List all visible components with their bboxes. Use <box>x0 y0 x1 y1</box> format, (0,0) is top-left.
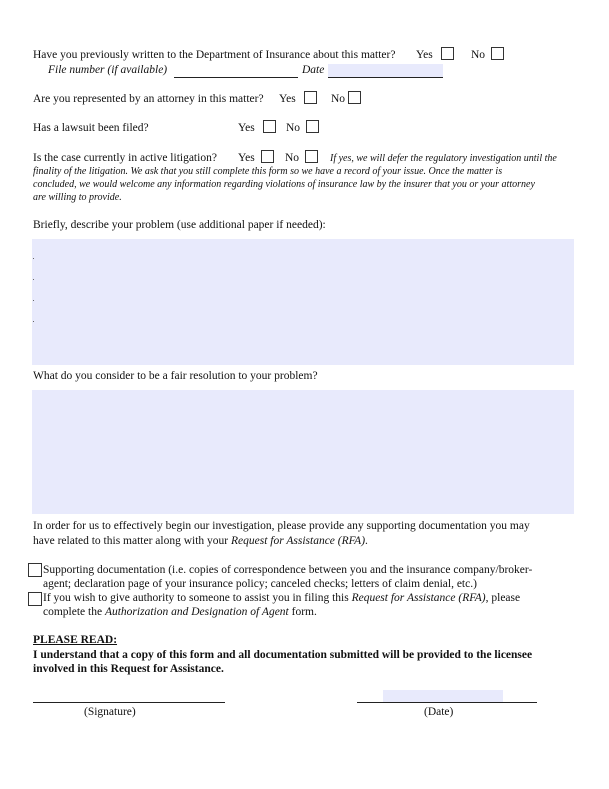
resolution-textarea[interactable] <box>32 390 574 514</box>
q4-no-checkbox[interactable] <box>305 150 318 163</box>
option2-line2: complete the Authorization and Designation of Agent form. <box>43 606 317 618</box>
q1-no-label: No <box>471 49 486 61</box>
q3-yes-label: Yes <box>238 122 255 134</box>
option2-line1: If you wish to give authority to someone to assist you in filing this Request for Assistance (RFA), please <box>43 592 521 604</box>
problem-line-marker <box>33 258 34 259</box>
please-read-line1: I understand that a copy of this form and all documentation submitted will be provided to the licensee <box>33 649 533 661</box>
authority-checkbox[interactable] <box>28 592 42 606</box>
q4-no-label: No <box>285 152 300 164</box>
please-read-heading: PLEASE READ: <box>33 634 118 646</box>
q4-question: Is the case currently in active litigation? <box>33 152 217 164</box>
q1-no-checkbox[interactable] <box>491 47 504 60</box>
q2-no-checkbox[interactable] <box>348 91 361 104</box>
q2-yes-checkbox[interactable] <box>304 91 317 104</box>
problem-textarea[interactable] <box>32 239 574 365</box>
q3-no-checkbox[interactable] <box>306 120 319 133</box>
supporting-docs-checkbox[interactable] <box>28 563 42 577</box>
q2-question: Are you represented by an attorney in this matter? <box>33 93 264 105</box>
q4-note-line3: concluded, we would welcome any information regarding violations of insurance law by the insurer that you or your attorney <box>33 179 535 190</box>
option1-line1: Supporting documentation (i.e. copies of correspondence between you and the insurance company/broker- <box>43 564 533 576</box>
signature-field[interactable] <box>33 702 225 703</box>
docs-intro-line1: In order for us to effectively begin our investigation, please provide any supporting documentation you may <box>33 520 530 532</box>
docs-intro-line2: have related to this matter along with your Request for Assistance (RFA). <box>33 535 368 547</box>
signature-label: (Signature) <box>84 706 136 718</box>
q1-date-field-bg <box>328 64 443 77</box>
q4-note-line2: finality of the litigation. We ask that you still complete this form so we have a record of your issue. Once the matter is <box>33 166 503 177</box>
q3-no-label: No <box>286 122 301 134</box>
problem-line-marker <box>33 279 34 280</box>
q3-question: Has a lawsuit been filed? <box>33 122 149 134</box>
q4-note-line4: are willing to provide. <box>33 192 122 203</box>
file-number-field[interactable] <box>174 77 298 78</box>
option1-line2: agent; declaration page of your insurance policy; canceled checks; letters of claim denial, etc.) <box>43 578 477 590</box>
date-label: (Date) <box>424 706 454 718</box>
date-field[interactable] <box>357 702 537 703</box>
file-number-label: File number (if available) <box>48 64 168 76</box>
q1-date-label: Date <box>302 64 325 76</box>
q2-no-label: No <box>331 93 346 105</box>
q1-yes-checkbox[interactable] <box>441 47 454 60</box>
q1-yes-label: Yes <box>416 49 433 61</box>
problem-line-marker <box>33 321 34 322</box>
resolution-label: What do you consider to be a fair resolution to your problem? <box>33 370 318 382</box>
q3-yes-checkbox[interactable] <box>263 120 276 133</box>
problem-label: Briefly, describe your problem (use additional paper if needed): <box>33 219 326 231</box>
q1-question: Have you previously written to the Department of Insurance about this matter? <box>33 49 396 61</box>
q4-yes-checkbox[interactable] <box>261 150 274 163</box>
date-field-bg <box>383 690 503 702</box>
q1-date-field[interactable] <box>328 77 443 78</box>
q4-yes-label: Yes <box>238 152 255 164</box>
problem-line-marker <box>33 300 34 301</box>
q2-yes-label: Yes <box>279 93 296 105</box>
please-read-line2: involved in this Request for Assistance. <box>33 663 224 675</box>
q4-note-line1: If yes, we will defer the regulatory investigation until the <box>330 153 557 164</box>
